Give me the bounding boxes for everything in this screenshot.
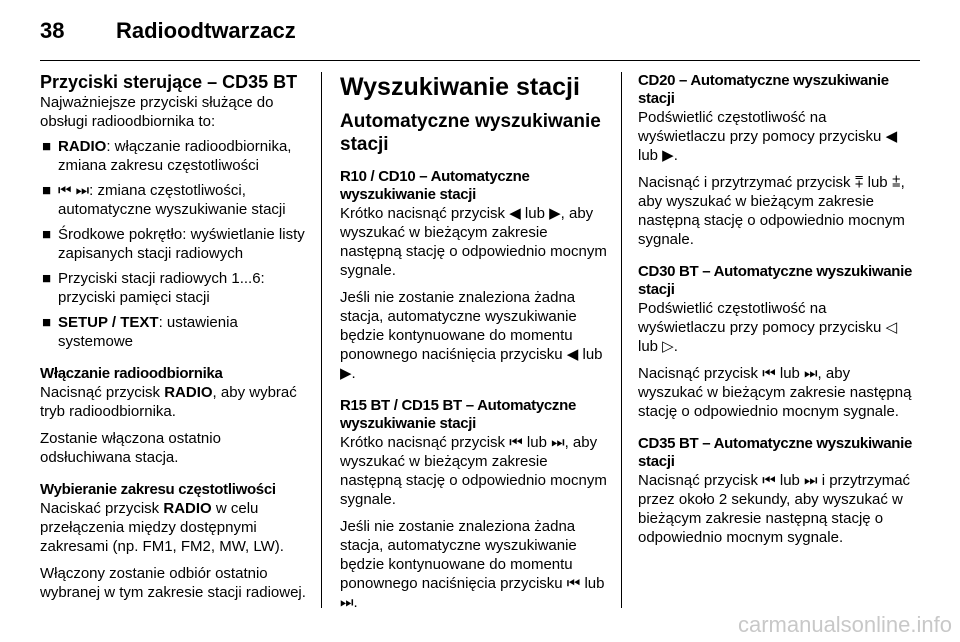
section-band-select <box>40 481 308 602</box>
paragraph: Podświetlić częstotliwość na wyświetlaczu przy pomocy przycisku ◁ lub ▷. <box>638 300 898 355</box>
column-2 <box>340 72 612 626</box>
subsection-heading: CD35 BT – Automatyczne wyszukiwanie stacji <box>638 435 913 470</box>
section-heading-controls: Przyciski sterujące – CD35 BT <box>40 72 298 92</box>
section-cd20 <box>638 72 918 249</box>
controls-intro: Najważniejsze przyciski służące do obsługi radioodbiornika to: <box>40 94 274 130</box>
section-cd35 <box>638 435 918 547</box>
page-number: 38 <box>40 18 65 43</box>
paragraph: Jeśli nie zostanie znaleziona żadna stacja, automatyczne wyszukiwanie będzie kontynuowane do momentu ponownego naciśnięcia przycisku ⏮ lub ⏭. <box>340 518 605 611</box>
subsection-heading: R10 / CD10 – Automatyczne wyszukiwanie stacji <box>340 168 530 203</box>
paragraph: Nacisnąć przycisk ⏮ lub ⏭ i przytrzymać przez około 2 sekundy, aby wyszukać w bieżącym zakresie następną stację o odpowiednio mocnym sygnale. <box>638 472 911 546</box>
paragraph: Podświetlić częstotliwość na wyświetlaczu przy pomocy przycisku ◀ lub ▶. <box>638 109 898 164</box>
paragraph: Nacisnąć i przytrzymać przycisk ⩱ lub ⩲, aby wyszukać w bieżącym zakresie następną stację o odpowiednio mocnym sygnale. <box>638 174 905 248</box>
watermark: carmanualsonline.info <box>737 612 952 637</box>
section-r15-cd15 <box>340 397 612 612</box>
subsection-heading: R15 BT / CD15 BT – Automatyczne wyszukiwanie stacji <box>340 397 577 432</box>
list-item: ■ SETUP / TEXT: ustawienia systemowe <box>42 314 238 350</box>
bullet-icon: ■ <box>42 270 52 287</box>
paragraph: Naciskać przycisk RADIO w celu przełączenia między dostępnymi zakresami (np. FM1, FM2, MW, LW). <box>40 500 284 555</box>
header-divider <box>40 60 920 61</box>
paragraph: Włączony zostanie odbiór ostatnio wybranej w tym zakresie stacji radiowej. <box>40 565 306 601</box>
subsection-heading: CD30 BT – Automatyczne wyszukiwanie stacji <box>638 263 913 298</box>
column-divider-2 <box>621 72 622 608</box>
column-3 <box>638 72 918 561</box>
subsection-heading: Włączanie radioodbiornika <box>40 365 223 382</box>
paragraph: Nacisnąć przycisk ⏮ lub ⏭, aby wyszukać w bieżącym zakresie następną stację o odpowiednio mocnym sygnale. <box>638 365 912 420</box>
chapter-subtitle: Automatyczne wyszukiwanie stacji <box>340 111 601 155</box>
section-cd30 <box>638 263 918 421</box>
chapter-title: Wyszukiwanie stacji <box>340 73 580 101</box>
subsection-heading: Wybieranie zakresu częstotliwości <box>40 481 276 498</box>
list-item: ■ ⏮ ⏭: zmiana częstotliwości, automatyczne wyszukiwanie stacji <box>42 182 286 218</box>
paragraph: Krótko nacisnąć przycisk ⏮ lub ⏭, aby wyszukać w bieżącym zakresie następną stację o odpowiednio mocnym sygnale. <box>340 434 607 508</box>
subsection-heading: CD20 – Automatyczne wyszukiwanie stacji <box>638 72 889 107</box>
section-radio-on <box>40 365 308 467</box>
list-item: ■ Przyciski stacji radiowych 1...6: przyciski pamięci stacji <box>42 270 265 306</box>
paragraph: Zostanie włączona ostatnio odsłuchiwana stacja. <box>40 430 221 466</box>
bullet-icon: ■ <box>42 226 52 243</box>
list-item: ■ Środkowe pokrętło: wyświetlanie listy zapisanych stacji radiowych <box>42 226 305 262</box>
paragraph: Jeśli nie zostanie znaleziona żadna stacja, automatyczne wyszukiwanie będzie kontynuowane do momentu ponownego naciśnięcia przycisku ◀ lub ▶. <box>340 289 603 382</box>
column-1 <box>40 72 308 616</box>
paragraph: Krótko nacisnąć przycisk ◀ lub ▶, aby wyszukać w bieżącym zakresie następną stację o odpowiednio mocnym sygnale. <box>340 205 607 279</box>
list-item: ■ RADIO: włączanie radioodbiornika, zmiana zakresu częstotliwości <box>42 138 292 174</box>
column-divider-1 <box>321 72 322 608</box>
paragraph: Nacisnąć przycisk RADIO, aby wybrać tryb radioodbiornika. <box>40 384 297 420</box>
page-header <box>40 18 920 58</box>
bullet-icon: ■ <box>42 182 52 199</box>
bullet-icon: ■ <box>42 138 52 155</box>
bullet-icon: ■ <box>42 314 52 331</box>
page-title: Radioodtwarzacz <box>116 18 296 43</box>
controls-list <box>40 137 308 351</box>
section-r10-cd10 <box>340 168 612 383</box>
